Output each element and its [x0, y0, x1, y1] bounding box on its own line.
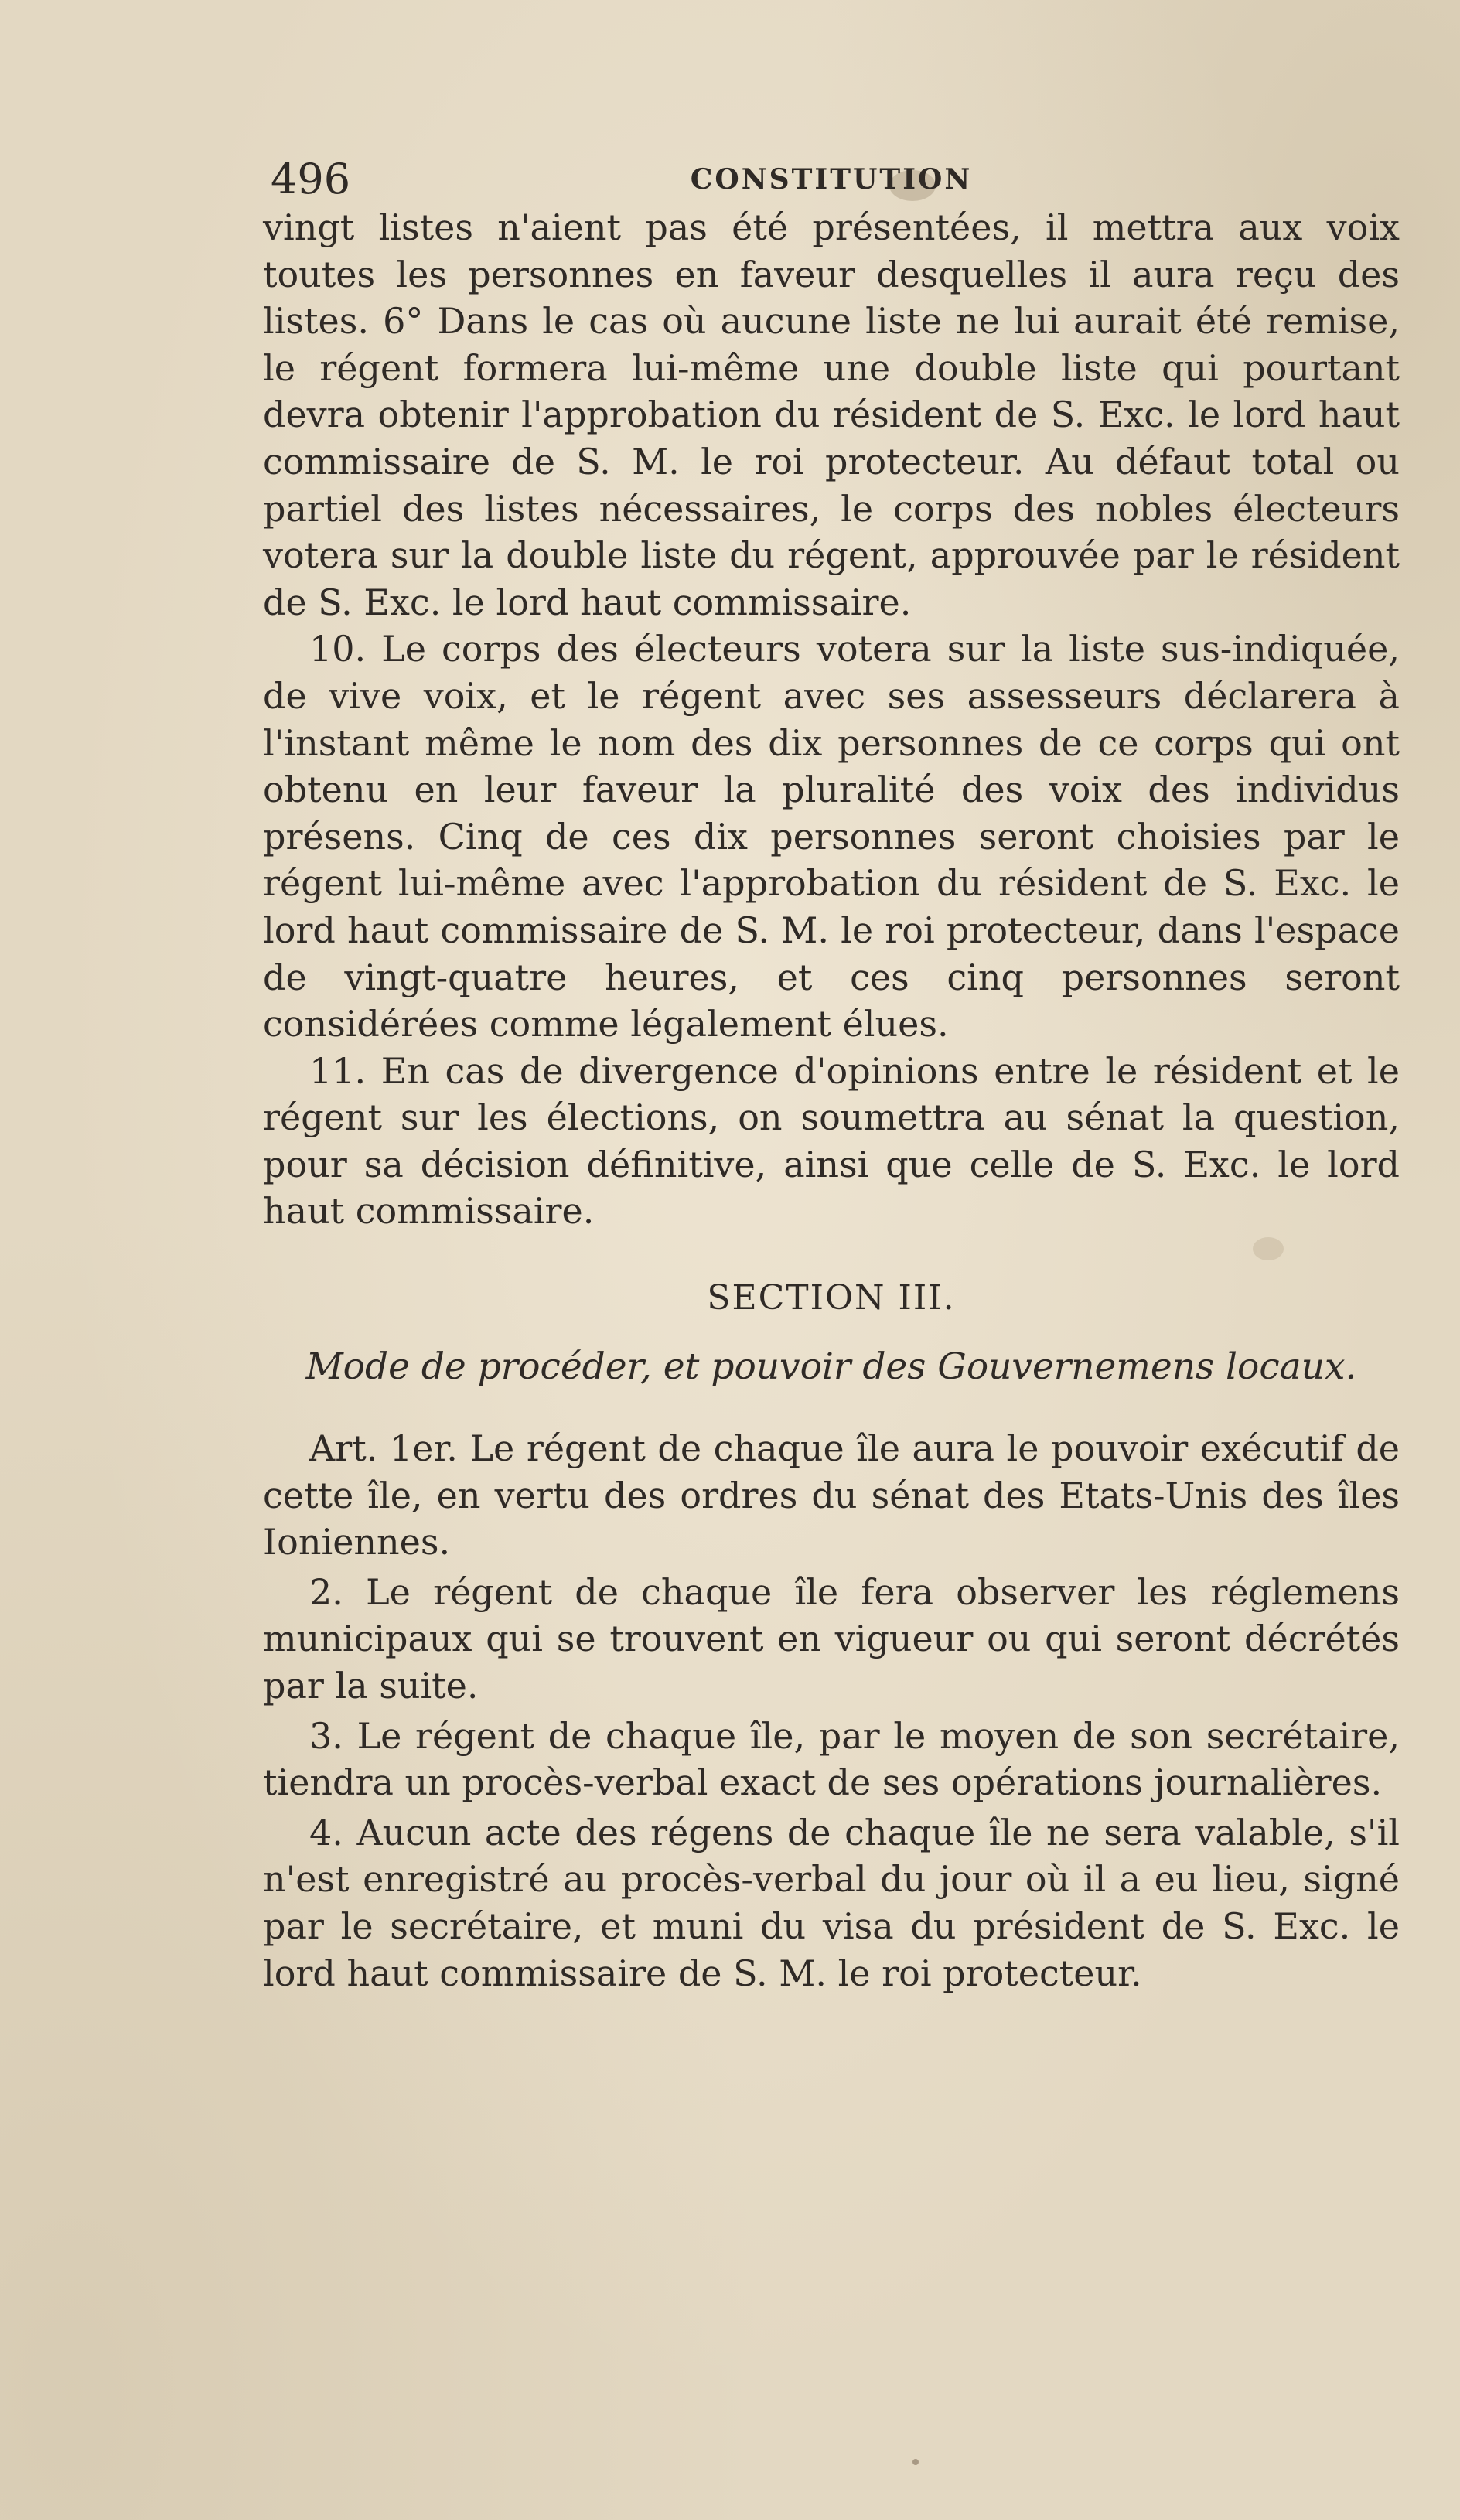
body-text [263, 204, 1400, 1235]
page-number: 496 [271, 155, 351, 203]
section-articles [263, 1425, 1400, 1997]
article-4: 4. Aucun acte des régens de chaque île ne sera valable, s'il n'est enregistré au procès-verbal du jour où il a eu lieu, signé par le secrétaire, et muni du visa du président de S. Exc. le lord haut commissaire de S. M. le roi protecteur. [263, 1811, 1400, 1994]
paragraph-article-11: 11. En cas de divergence d'opinions entre le résident et le régent sur les élections, on soumettra au sénat la question, pour sa décision définitive, ainsi que celle de S. Exc. le lord haut commissaire. [263, 1049, 1400, 1233]
page-header [263, 155, 1400, 204]
paper-stain [913, 2459, 919, 2465]
paragraph-article-10: 10. Le corps des électeurs votera sur la liste sus-indiquée, de vive voix, et le régent avec ses assesseurs déclarera à l'instant même le nom des dix personnes de ce corps qui ont obtenu en leur faveur la pluralité des voix des individus présens. Cinq de ces dix personnes seront choisies par le régent lui-même avec l'approbation du résident de S. Exc. le lord haut commissaire de S. M. le roi protecteur, dans l'espace de vingt-quatre heures, et ces cinq personnes seront considérées comme légalement élues. [263, 628, 1400, 1045]
section-title: SECTION III. [707, 1278, 956, 1318]
section-subtitle: Mode de procéder, et pouvoir des Gouvernemens locaux. [305, 1345, 1357, 1389]
paragraph-continued: vingt listes n'aient pas été présentées, il mettra aux voix toutes les personnes en faveur desquelles il aura reçu des listes. 6° Dans le cas où aucune liste ne lui aurait été remise, le régent formera lui-même une double liste qui pourtant devra obtenir l'approbation du résident de S. Exc. le lord haut commissaire de S. M. le roi protecteur. Au défaut total ou partiel des listes nécessaires, le corps des nobles électeurs votera sur la double liste du régent, approuvée par le résident de S. Exc. le lord haut commissaire. [263, 206, 1400, 623]
running-head: CONSTITUTION [690, 163, 973, 196]
page-content [263, 155, 1400, 1997]
article-3: 3. Le régent de chaque île, par le moyen de son secrétaire, tiendra un procès-verbal exact de ses opérations journalières. [263, 1714, 1400, 1804]
article-2: 2. Le régent de chaque île fera observer les réglemens municipaux qui se trouvent en vigueur ou qui seront décrétés par la suite. [263, 1570, 1400, 1707]
article-1: Art. 1er. Le régent de chaque île aura le pouvoir exécutif de cette île, en vertu des ordres du sénat des Etats-Unis des îles Ioniennes. [263, 1427, 1400, 1563]
